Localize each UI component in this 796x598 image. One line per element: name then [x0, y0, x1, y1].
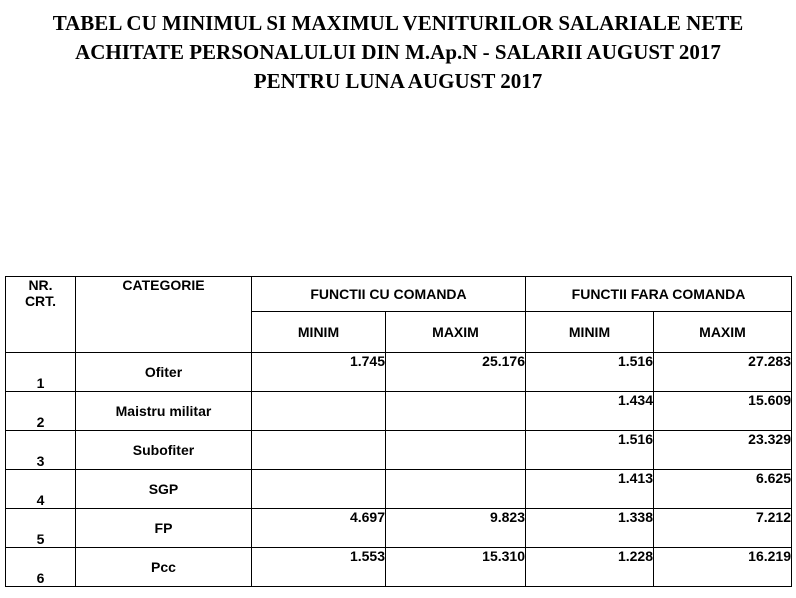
row-cu-minim [252, 470, 386, 509]
row-fara-minim: 1.516 [526, 353, 654, 392]
title-line-2: ACHITATE PERSONALULUI DIN M.Ap.N - SALARII AUGUST 2017 [75, 40, 721, 64]
row-categorie: Ofiter [76, 353, 252, 392]
row-fara-maxim: 6.625 [654, 470, 792, 509]
header-nr-line1: NR. [28, 277, 53, 293]
row-fara-maxim: 15.609 [654, 392, 792, 431]
row-nr: 2 [6, 392, 76, 431]
table-row [6, 353, 792, 392]
row-cu-maxim: 25.176 [386, 353, 526, 392]
row-cu-minim: 1.745 [252, 353, 386, 392]
table-row [6, 470, 792, 509]
row-cu-minim: 4.697 [252, 509, 386, 548]
row-cu-maxim [386, 470, 526, 509]
row-fara-minim: 1.228 [526, 548, 654, 587]
row-fara-maxim: 27.283 [654, 353, 792, 392]
table-row [6, 509, 792, 548]
row-categorie: Maistru militar [76, 392, 252, 431]
row-cu-maxim: 15.310 [386, 548, 526, 587]
row-fara-minim: 1.434 [526, 392, 654, 431]
table-row [6, 548, 792, 587]
row-nr: 4 [6, 470, 76, 509]
row-nr: 6 [6, 548, 76, 587]
row-categorie: Pcc [76, 548, 252, 587]
row-nr: 5 [6, 509, 76, 548]
row-cu-maxim [386, 392, 526, 431]
row-fara-maxim: 7.212 [654, 509, 792, 548]
row-cu-minim [252, 431, 386, 470]
row-cu-maxim [386, 431, 526, 470]
header-cu-maxim: MAXIM [386, 312, 526, 353]
row-cu-minim: 1.553 [252, 548, 386, 587]
document-title [0, 9, 796, 96]
row-categorie: FP [76, 509, 252, 548]
salary-table [5, 276, 792, 587]
header-categorie: CATEGORIE [76, 277, 252, 353]
row-fara-minim: 1.413 [526, 470, 654, 509]
table-row [6, 392, 792, 431]
row-cu-maxim: 9.823 [386, 509, 526, 548]
row-nr: 3 [6, 431, 76, 470]
row-fara-maxim: 23.329 [654, 431, 792, 470]
row-cu-minim [252, 392, 386, 431]
row-fara-maxim: 16.219 [654, 548, 792, 587]
header-functii-fara-comanda: FUNCTII FARA COMANDA [526, 277, 792, 312]
header-functii-cu-comanda: FUNCTII CU COMANDA [252, 277, 526, 312]
header-nr-crt [6, 277, 76, 353]
title-line-1: TABEL CU MINIMUL SI MAXIMUL VENITURILOR SALARIALE NETE [52, 11, 744, 35]
row-fara-minim: 1.338 [526, 509, 654, 548]
row-categorie: SGP [76, 470, 252, 509]
header-fara-minim: MINIM [526, 312, 654, 353]
row-nr: 1 [6, 353, 76, 392]
header-nr-line2: CRT. [24, 293, 57, 309]
table-row [6, 431, 792, 470]
header-fara-maxim: MAXIM [654, 312, 792, 353]
row-categorie: Subofiter [76, 431, 252, 470]
row-fara-minim: 1.516 [526, 431, 654, 470]
header-cu-minim: MINIM [252, 312, 386, 353]
title-line-3: PENTRU LUNA AUGUST 2017 [253, 69, 543, 93]
